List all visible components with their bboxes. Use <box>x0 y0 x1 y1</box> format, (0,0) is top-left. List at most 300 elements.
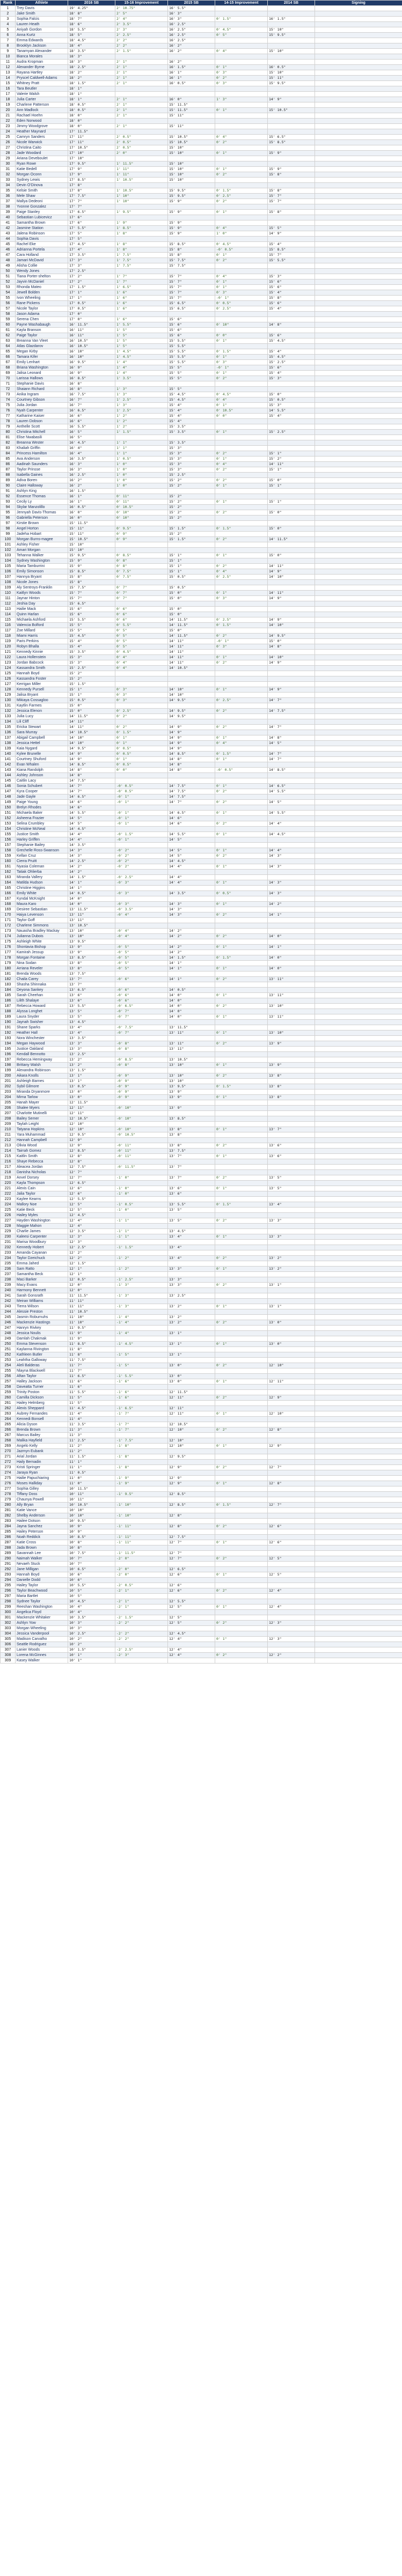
athlete-cell[interactable]: Hailey Helmberg <box>16 1401 68 1406</box>
athlete-cell[interactable]: Jalena Robinson <box>16 231 68 237</box>
athlete-cell[interactable]: Jazmyn Eubank <box>16 1449 68 1454</box>
athlete-cell[interactable]: Deyona Sankey <box>16 988 68 993</box>
athlete-cell[interactable]: Kirstie Brown <box>16 521 68 526</box>
athlete-cell[interactable]: Marcus Bailey <box>16 1433 68 1438</box>
athlete-cell[interactable]: Morgan Fontaine <box>16 955 68 961</box>
athlete-cell[interactable]: Nora Winchester <box>16 1036 68 1041</box>
athlete-cell[interactable]: Jewell Bolden <box>16 290 68 296</box>
athlete-cell[interactable]: Nlayna Blackwell <box>16 1368 68 1374</box>
athlete-cell[interactable]: Kiana Randolph <box>16 768 68 773</box>
athlete-cell[interactable]: Hayden Washington <box>16 1218 68 1224</box>
athlete-cell[interactable]: Tanamyan Alexander <box>16 49 68 54</box>
athlete-cell[interactable]: Adrianna Portela <box>16 247 68 253</box>
athlete-cell[interactable]: Cara Holland <box>16 253 68 258</box>
athlete-cell[interactable]: Taylor Dzeichuck <box>16 1256 68 1261</box>
athlete-cell[interactable]: Danisha Nicholas <box>16 1170 68 1175</box>
athlete-cell[interactable]: Aly Sentroys-Franklin <box>16 585 68 591</box>
header-2016-sb[interactable]: 2016 SB <box>68 1 115 6</box>
athlete-cell[interactable]: Emma Edwards <box>16 38 68 43</box>
athlete-cell[interactable]: Michaela Ashford <box>16 617 68 623</box>
athlete-cell[interactable]: Morgan Oconn <box>16 172 68 178</box>
athlete-cell[interactable]: Shelby Anderson <box>16 1513 68 1519</box>
athlete-cell[interactable]: Kassandra Smith <box>16 666 68 671</box>
athlete-cell[interactable]: Hailey Peterson <box>16 1529 68 1535</box>
athlete-cell[interactable]: Justice Oakland <box>16 1047 68 1052</box>
athlete-cell[interactable]: Kennedi Bonsell <box>16 1417 68 1422</box>
athlete-cell[interactable]: Trinity Poston <box>16 1390 68 1395</box>
athlete-cell[interactable]: Serena Chen <box>16 317 68 322</box>
athlete-cell[interactable]: Nicole Warwick <box>16 140 68 145</box>
athlete-cell[interactable]: Paige Young <box>16 800 68 805</box>
athlete-cell[interactable]: Kayla Branson <box>16 328 68 333</box>
athlete-cell[interactable]: Paris Perkins <box>16 639 68 644</box>
athlete-cell[interactable]: Princess Hamilton <box>16 451 68 457</box>
athlete-cell[interactable]: Essence Thomas <box>16 494 68 499</box>
athlete-cell[interactable]: Hailee Dotson <box>16 1519 68 1524</box>
athlete-cell[interactable]: Camilla Dickson <box>16 1395 68 1401</box>
athlete-cell[interactable]: Angelica Floyd <box>16 1610 68 1615</box>
athlete-cell[interactable]: Eden Norwood <box>16 119 68 124</box>
header-athlete[interactable]: Athlete <box>16 1 68 6</box>
athlete-cell[interactable]: Wendy Jones <box>16 269 68 274</box>
athlete-cell[interactable]: Abigail Campbell <box>16 735 68 741</box>
athlete-cell[interactable]: Hailey Myles <box>16 1213 68 1218</box>
athlete-cell[interactable]: Jeshia Day <box>16 601 68 607</box>
athlete-cell[interactable]: Maura Karo <box>16 902 68 907</box>
athlete-cell[interactable]: Sydnee Taylor <box>16 1599 68 1605</box>
athlete-cell[interactable]: Elise Nwabasili <box>16 435 68 440</box>
athlete-cell[interactable]: Kyndal McKnight <box>16 896 68 902</box>
athlete-cell[interactable]: Matilda Hudson <box>16 880 68 886</box>
athlete-cell[interactable]: Kaylanna Rivington <box>16 1347 68 1352</box>
athlete-cell[interactable]: Shane Sparks <box>16 1025 68 1031</box>
athlete-cell[interactable]: Jade Gayle <box>16 794 68 800</box>
athlete-cell[interactable]: Nyasia Coleman <box>16 864 68 870</box>
athlete-cell[interactable]: Charlotte Mutinelli <box>16 1111 68 1116</box>
athlete-cell[interactable]: Olivia Wood <box>16 1143 68 1149</box>
athlete-cell[interactable]: Ashleigh Barnes <box>16 1079 68 1084</box>
athlete-cell[interactable]: Kyra Cooper <box>16 789 68 794</box>
athlete-cell[interactable]: Jalisa Bryant <box>16 693 68 698</box>
athlete-cell[interactable]: Jalisa Leonard <box>16 371 68 376</box>
athlete-cell[interactable]: Mallya Dedeoni <box>16 199 68 204</box>
athlete-cell[interactable]: Tatyana Hopkins <box>16 1127 68 1132</box>
header-2015-sb[interactable]: 2015 SB <box>168 1 215 6</box>
athlete-cell[interactable]: Sara Murray <box>16 730 68 735</box>
athlete-cell[interactable]: Sebastian Lubicevicz <box>16 215 68 220</box>
athlete-cell[interactable]: Tiana Porter-shelton <box>16 274 68 279</box>
athlete-cell[interactable]: Selina Crumbley <box>16 821 68 827</box>
athlete-cell[interactable]: Atlas Glazdarov <box>16 344 68 349</box>
athlete-cell[interactable]: Jessica Noulis <box>16 1331 68 1336</box>
athlete-cell[interactable]: Samantha Beck <box>16 1272 68 1277</box>
athlete-cell[interactable]: Brenda Brown <box>16 1427 68 1433</box>
athlete-cell[interactable]: Hannah Campbell <box>16 1138 68 1143</box>
athlete-cell[interactable]: Kathleen Butler <box>16 1352 68 1358</box>
athlete-cell[interactable]: Angel Horton <box>16 526 68 532</box>
athlete-cell[interactable]: Ashlyn Yow <box>16 1621 68 1626</box>
athlete-cell[interactable]: Jake Smith <box>16 11 68 17</box>
athlete-cell[interactable]: Lorena McGinnes <box>16 1653 68 1658</box>
athlete-cell[interactable]: Jason Adama <box>16 312 68 317</box>
athlete-cell[interactable]: Hailie Mack <box>16 607 68 612</box>
athlete-cell[interactable]: Justice Smith <box>16 832 68 837</box>
athlete-cell[interactable]: Lili Cliff <box>16 719 68 725</box>
athlete-cell[interactable]: Bailey Semer <box>16 1116 68 1122</box>
header-signing[interactable]: Signing <box>315 1 402 6</box>
athlete-cell[interactable]: Alyssa Longhet <box>16 1009 68 1014</box>
athlete-cell[interactable]: Jalia Taylor <box>16 1191 68 1197</box>
athlete-cell[interactable]: Hailey Taylor <box>16 1583 68 1588</box>
athlete-cell[interactable]: Christine Higgins <box>16 886 68 891</box>
athlete-cell[interactable]: Tamara Kifer <box>16 355 68 360</box>
athlete-cell[interactable]: Leahtha Galloway <box>16 1358 68 1363</box>
athlete-cell[interactable]: Camryn Sanders <box>16 135 68 140</box>
athlete-cell[interactable]: Miami Harris <box>16 634 68 639</box>
athlete-cell[interactable]: Miranda Dryanmore <box>16 1090 68 1095</box>
athlete-cell[interactable]: Meiran Williams <box>16 1299 68 1304</box>
athlete-cell[interactable]: Aadinah Saunders <box>16 462 68 467</box>
athlete-cell[interactable]: Emily Lenhart <box>16 360 68 365</box>
athlete-cell[interactable]: Damlah Chakmak <box>16 1336 68 1342</box>
header-15-16-improvement[interactable]: 15-16 Improvement <box>115 1 168 6</box>
athlete-cell[interactable]: Mele Shaw <box>16 194 68 199</box>
athlete-cell[interactable]: Skylar Manzolillo <box>16 505 68 510</box>
athlete-cell[interactable]: Hannah Boyd <box>16 671 68 676</box>
athlete-cell[interactable]: Lanier Woods <box>16 1647 68 1653</box>
athlete-cell[interactable]: Payne Washabaugh <box>16 322 68 328</box>
athlete-cell[interactable]: Heather Maynard <box>16 129 68 135</box>
athlete-cell[interactable]: Harmony Bennett <box>16 1288 68 1293</box>
athlete-cell[interactable]: Jordan Babcock <box>16 660 68 666</box>
athlete-cell[interactable]: Kassandra Foster <box>16 676 68 682</box>
athlete-cell[interactable]: Sophia Gilley <box>16 1486 68 1492</box>
athlete-cell[interactable]: Samantha Brown <box>16 220 68 226</box>
athlete-cell[interactable]: Arial Jordan <box>16 1454 68 1460</box>
athlete-cell[interactable]: Ariana Deveboulet <box>16 156 68 161</box>
athlete-cell[interactable]: Sam Ratto <box>16 1267 68 1272</box>
athlete-cell[interactable]: Tairrah Gomez <box>16 1149 68 1154</box>
athlete-cell[interactable]: Rachel Eke <box>16 242 68 247</box>
athlete-cell[interactable]: Maggie Mahon <box>16 1224 68 1229</box>
athlete-cell[interactable]: Arriana Reveler <box>16 966 68 971</box>
athlete-cell[interactable]: Evan Whalen <box>16 762 68 768</box>
athlete-cell[interactable]: Anna Kurtz <box>16 33 68 38</box>
athlete-cell[interactable]: Charlene Patterson <box>16 102 68 108</box>
athlete-cell[interactable]: Aleli Balderas <box>16 1363 68 1368</box>
athlete-cell[interactable]: Taylor Prinsse <box>16 467 68 473</box>
header-14-15-improvement[interactable]: 14-15 Improvement <box>215 1 268 6</box>
athlete-cell[interactable]: Megan Haywood <box>16 1041 68 1047</box>
athlete-cell[interactable]: Emily White <box>16 891 68 896</box>
athlete-cell[interactable]: Nauasha Bradley Mackay <box>16 929 68 934</box>
athlete-cell[interactable]: Caitlin Lacy <box>16 778 68 784</box>
athlete-cell[interactable]: Sybil Gilmore <box>16 1084 68 1090</box>
athlete-cell[interactable]: Madison Carvalho <box>16 1637 68 1642</box>
athlete-cell[interactable]: Morgan Wheeling <box>16 1626 68 1631</box>
athlete-cell[interactable]: Ashleigh White <box>16 939 68 945</box>
athlete-cell[interactable]: Brenda Woods <box>16 971 68 977</box>
athlete-cell[interactable]: Mallory Noe <box>16 1202 68 1208</box>
athlete-cell[interactable]: Alisha Collie <box>16 263 68 269</box>
athlete-cell[interactable]: Sonia Schubert <box>16 784 68 789</box>
athlete-cell[interactable]: Hanryn Rivkey <box>16 1326 68 1331</box>
athlete-cell[interactable]: Yara Muhammad <box>16 1132 68 1138</box>
athlete-cell[interactable]: Maria Bartlet <box>16 1594 68 1599</box>
athlete-cell[interactable]: Tehanna Walker <box>16 553 68 558</box>
athlete-cell[interactable]: Emma Stevenson <box>16 1342 68 1347</box>
athlete-cell[interactable]: Kerrigan Miller <box>16 682 68 687</box>
athlete-cell[interactable]: Christina Mitchell <box>16 430 68 435</box>
athlete-cell[interactable]: Sarah Gonsrath <box>16 1293 68 1299</box>
athlete-cell[interactable]: Quinn Harlan <box>16 612 68 617</box>
athlete-cell[interactable]: Jadeha Hobart <box>16 532 68 537</box>
athlete-cell[interactable]: Maria Tamburrini <box>16 564 68 569</box>
athlete-cell[interactable]: Lilith Shalaye <box>16 998 68 1004</box>
athlete-cell[interactable]: Shaye Rebecca <box>16 1159 68 1165</box>
athlete-cell[interactable]: Seattle Rodriguez <box>16 1642 68 1647</box>
athlete-cell[interactable]: Alexis Cain <box>16 1186 68 1191</box>
athlete-cell[interactable]: Emily Simonson <box>16 569 68 575</box>
athlete-cell[interactable]: Grechelle Ross-Swanson <box>16 848 68 853</box>
athlete-cell[interactable]: Nicole Jones <box>16 580 68 585</box>
athlete-cell[interactable]: Jane Milligan <box>16 1567 68 1572</box>
athlete-cell[interactable]: Valencia Bolford <box>16 623 68 628</box>
athlete-cell[interactable]: Anthelle Scott <box>16 424 68 430</box>
athlete-cell[interactable]: Zoe Millard <box>16 628 68 634</box>
athlete-cell[interactable]: Devin O'Dinova <box>16 183 68 188</box>
athlete-cell[interactable]: Katie Cross <box>16 1540 68 1545</box>
athlete-cell[interactable]: Hailie Papuchiaring <box>16 1476 68 1481</box>
athlete-cell[interactable]: Alicia Dyson <box>16 1422 68 1427</box>
athlete-cell[interactable]: Isabella Gaines <box>16 473 68 478</box>
athlete-cell[interactable]: Katie Vance <box>16 1508 68 1513</box>
athlete-cell[interactable]: Hanah Mayer <box>16 1100 68 1106</box>
athlete-cell[interactable]: Julia Carter <box>16 97 68 102</box>
athlete-cell[interactable]: Aubrey Fernandes <box>16 1411 68 1417</box>
athlete-cell[interactable]: Ally Bryan <box>16 1503 68 1508</box>
athlete-cell[interactable]: Kelsie Smith <box>16 188 68 194</box>
athlete-cell[interactable]: Kaytlin Farmes <box>16 703 68 709</box>
athlete-cell[interactable]: Christine McNeal <box>16 827 68 832</box>
athlete-cell[interactable]: Kellan Cruz <box>16 853 68 859</box>
athlete-cell[interactable]: Rachael Hoehn <box>16 113 68 119</box>
athlete-cell[interactable]: Laura Snyder <box>16 1014 68 1020</box>
athlete-cell[interactable]: Chaunya Powell <box>16 1497 68 1503</box>
athlete-cell[interactable]: Rane Pickens <box>16 301 68 306</box>
athlete-cell[interactable]: Shontavia Bishop <box>16 945 68 950</box>
athlete-cell[interactable]: Lauren Dobson <box>16 419 68 424</box>
athlete-cell[interactable]: Khaliah Griffin <box>16 446 68 451</box>
athlete-cell[interactable]: Stephanie Bailey <box>16 843 68 848</box>
athlete-cell[interactable]: Alexander Byrne <box>16 65 68 70</box>
athlete-cell[interactable]: Aleacea Jordan <box>16 1165 68 1170</box>
athlete-cell[interactable]: Nicole Taylor <box>16 306 68 312</box>
athlete-cell[interactable]: Kayla Thompson <box>16 1181 68 1186</box>
athlete-cell[interactable]: Charlene Simmons <box>16 923 68 929</box>
athlete-cell[interactable]: Kaylee Kearns <box>16 1197 68 1202</box>
athlete-cell[interactable]: Rebecca Howard <box>16 1004 68 1009</box>
athlete-cell[interactable]: Hannya Bryant <box>16 575 68 580</box>
athlete-cell[interactable]: Jennyah Davis-Thomas <box>16 510 68 516</box>
athlete-cell[interactable]: Jessica Vanderpool <box>16 1631 68 1637</box>
athlete-cell[interactable]: Haiya Levenson <box>16 912 68 918</box>
athlete-cell[interactable]: Maci Barker <box>16 1277 68 1283</box>
athlete-cell[interactable]: Robyn Bhalla <box>16 644 68 650</box>
athlete-cell[interactable]: Claire Halloway <box>16 483 68 489</box>
athlete-cell[interactable]: Mirna Tarlow <box>16 1095 68 1100</box>
athlete-cell[interactable]: Cecily Ly <box>16 499 68 505</box>
athlete-cell[interactable]: Alexis Sheppard <box>16 1406 68 1411</box>
athlete-cell[interactable]: Savannah Lee <box>16 1551 68 1556</box>
athlete-cell[interactable]: Bianca Morales <box>16 54 68 60</box>
athlete-cell[interactable]: Jaynah Swisher <box>16 1020 68 1025</box>
athlete-cell[interactable]: Kendall Bennotto <box>16 1052 68 1057</box>
athlete-cell[interactable]: Moses Halliday <box>16 1481 68 1486</box>
athlete-cell[interactable]: Charlie James <box>16 1229 68 1234</box>
athlete-cell[interactable]: Paige Taylor <box>16 333 68 338</box>
athlete-cell[interactable]: Daveatta Turner <box>16 1385 68 1390</box>
athlete-cell[interactable]: Katharine Kaiser <box>16 414 68 419</box>
header-2014-sb[interactable]: 2014 SB <box>268 1 315 6</box>
athlete-cell[interactable]: Tatiak Ohlierba <box>16 870 68 875</box>
athlete-cell[interactable]: Kaleesi Carpenter <box>16 1234 68 1240</box>
athlete-cell[interactable]: Mackenzie Hastings <box>16 1320 68 1326</box>
athlete-cell[interactable]: Morgan Burns-magee <box>16 537 68 542</box>
athlete-cell[interactable]: Shasha Shinnaka <box>16 982 68 988</box>
athlete-cell[interactable]: Courtney Shuford <box>16 757 68 762</box>
athlete-cell[interactable]: Aikara Knolls <box>16 1073 68 1079</box>
athlete-cell[interactable]: Jessica Hettel <box>16 741 68 746</box>
athlete-cell[interactable]: Malika Hayfield <box>16 1438 68 1444</box>
athlete-cell[interactable]: Noah Reddick <box>16 1535 68 1540</box>
athlete-cell[interactable]: Anika Ingram <box>16 392 68 398</box>
athlete-cell[interactable]: Kennedy Hobert <box>16 1245 68 1250</box>
athlete-cell[interactable]: Ashlyn King <box>16 489 68 494</box>
athlete-cell[interactable]: Tara Beutler <box>16 86 68 92</box>
athlete-cell[interactable]: Julia Jordan <box>16 403 68 408</box>
athlete-cell[interactable]: Kamirah Jessup <box>16 950 68 955</box>
athlete-cell[interactable]: Kennedy Pursell <box>16 687 68 693</box>
athlete-cell[interactable]: Sophia Falcis <box>16 17 68 22</box>
athlete-cell[interactable]: Desiree Sebastian <box>16 907 68 912</box>
athlete-cell[interactable]: Breanna Van Vleet <box>16 338 68 344</box>
athlete-cell[interactable]: Kaia Nygard <box>16 746 68 752</box>
athlete-cell[interactable]: Whitney Pratt <box>16 81 68 86</box>
athlete-cell[interactable]: Jayvin McDaniel <box>16 279 68 285</box>
athlete-cell[interactable]: Heather Hall <box>16 1031 68 1036</box>
athlete-cell[interactable]: Haily Bernadin <box>16 1460 68 1465</box>
athlete-cell[interactable]: Michaela Baker <box>16 811 68 816</box>
athlete-cell[interactable]: Halley Jackson <box>16 1379 68 1385</box>
athlete-cell[interactable]: Cierra Pruitt <box>16 859 68 864</box>
athlete-cell[interactable]: Courtney Gibson <box>16 398 68 403</box>
athlete-cell[interactable]: Ivon Wheeling <box>16 296 68 301</box>
athlete-cell[interactable]: Miranda Vallery <box>16 875 68 880</box>
athlete-cell[interactable]: Gabriella Peterson <box>16 516 68 521</box>
athlete-cell[interactable]: Mikiaya Cossagloo <box>16 698 68 703</box>
athlete-cell[interactable]: Marisa Woodbury <box>16 1240 68 1245</box>
athlete-cell[interactable]: Nina Sodan <box>16 961 68 966</box>
header-rank[interactable]: Rank <box>1 1 16 6</box>
athlete-cell[interactable]: Valerie Walsh <box>16 92 68 97</box>
athlete-cell[interactable]: Kaitlyn Woods <box>16 591 68 596</box>
athlete-cell[interactable]: Reeshan Washington <box>16 1605 68 1610</box>
athlete-cell[interactable]: Angelo Kelly <box>16 1444 68 1449</box>
athlete-cell[interactable]: Katie Bedell <box>16 167 68 172</box>
athlete-cell[interactable]: Laura Hollenstein <box>16 655 68 660</box>
athlete-cell[interactable]: Julianna Dubois <box>16 934 68 939</box>
athlete-cell[interactable]: Ashley Fisher <box>16 542 68 548</box>
athlete-cell[interactable]: Jasmine Station <box>16 226 68 231</box>
athlete-cell[interactable]: Sarah Cheehan <box>16 993 68 998</box>
athlete-cell[interactable]: Anvel Dorsey <box>16 1175 68 1181</box>
athlete-cell[interactable]: Taylor Goff <box>16 918 68 923</box>
athlete-cell[interactable]: Jada Brown <box>16 1545 68 1551</box>
athlete-cell[interactable]: Jimmy Woodgrove <box>16 124 68 129</box>
athlete-cell[interactable]: Julia Lucy <box>16 714 68 719</box>
athlete-cell[interactable]: Sophia Davis <box>16 237 68 242</box>
athlete-cell[interactable]: Kasey Walker <box>16 1658 68 1664</box>
athlete-cell[interactable]: Nevaeh Stuck <box>16 1562 68 1567</box>
athlete-cell[interactable]: Kaitlin Smith <box>16 1154 68 1159</box>
athlete-cell[interactable]: Rebecca Hemingway <box>16 1057 68 1063</box>
athlete-cell[interactable]: Amari Morgan <box>16 548 68 553</box>
athlete-cell[interactable]: Mackenzie Whitaker <box>16 1615 68 1621</box>
athlete-cell[interactable]: Shalee Myers <box>16 1106 68 1111</box>
athlete-cell[interactable]: Danielle Dodd <box>16 1578 68 1583</box>
athlete-cell[interactable]: Pryscel Caldwell-Adams <box>16 76 68 81</box>
athlete-cell[interactable]: Jessica Elenon <box>16 709 68 714</box>
athlete-cell[interactable]: Brittany Walsh <box>16 1063 68 1068</box>
athlete-cell[interactable]: Trey Davis <box>16 6 68 11</box>
athlete-cell[interactable]: Alexandra Robinson <box>16 1068 68 1073</box>
athlete-cell[interactable]: Larissa Hallows <box>16 376 68 381</box>
athlete-cell[interactable]: Hannah Boyd <box>16 1572 68 1578</box>
athlete-cell[interactable]: Megan Kirby <box>16 349 68 355</box>
athlete-cell[interactable]: Kennedy Kinnie <box>16 650 68 655</box>
athlete-cell[interactable]: Sydney Lewis <box>16 178 68 183</box>
athlete-cell[interactable]: Ryan Rowe <box>16 161 68 167</box>
athlete-cell[interactable]: Christina Caito <box>16 145 68 151</box>
athlete-cell[interactable]: Aftan Taylor <box>16 1374 68 1379</box>
athlete-cell[interactable]: Rhonda Mateo <box>16 285 68 290</box>
athlete-cell[interactable]: Kristi Springer <box>16 1465 68 1470</box>
athlete-cell[interactable]: Jaynar Hinton <box>16 596 68 601</box>
athlete-cell[interactable]: Katie Beck <box>16 1208 68 1213</box>
athlete-cell[interactable]: Chaila Carey <box>16 977 68 982</box>
athlete-cell[interactable]: Macy Evans <box>16 1283 68 1288</box>
athlete-cell[interactable]: Shaiann Richard <box>16 387 68 392</box>
athlete-cell[interactable]: Breanna Wester <box>16 440 68 446</box>
athlete-cell[interactable]: Aniyah Gordon <box>16 27 68 33</box>
athlete-cell[interactable]: Taylor Beachwood <box>16 1588 68 1594</box>
athlete-cell[interactable]: Ashley Johnson <box>16 773 68 778</box>
athlete-cell[interactable]: Jaraya Ryan <box>16 1470 68 1476</box>
athlete-cell[interactable]: Rayana Hartley <box>16 70 68 76</box>
athlete-cell[interactable]: Brooklyn Jackson <box>16 43 68 49</box>
athlete-cell[interactable]: Emma Jahed <box>16 1261 68 1267</box>
athlete-cell[interactable]: Jasmin Roburnuhs <box>16 1315 68 1320</box>
athlete-cell[interactable]: Paige Stanley <box>16 210 68 215</box>
athlete-cell[interactable]: Jamari McDavid <box>16 258 68 263</box>
athlete-cell[interactable]: Brelyn Rhodes <box>16 805 68 811</box>
athlete-cell[interactable]: Ericka Stewart <box>16 725 68 730</box>
athlete-cell[interactable]: Briana Washington <box>16 365 68 371</box>
athlete-cell[interactable]: Ann Madlock <box>16 108 68 113</box>
athlete-cell[interactable]: Stephanie Davis <box>16 381 68 387</box>
athlete-cell[interactable]: Yvonne Gonzalez <box>16 204 68 210</box>
